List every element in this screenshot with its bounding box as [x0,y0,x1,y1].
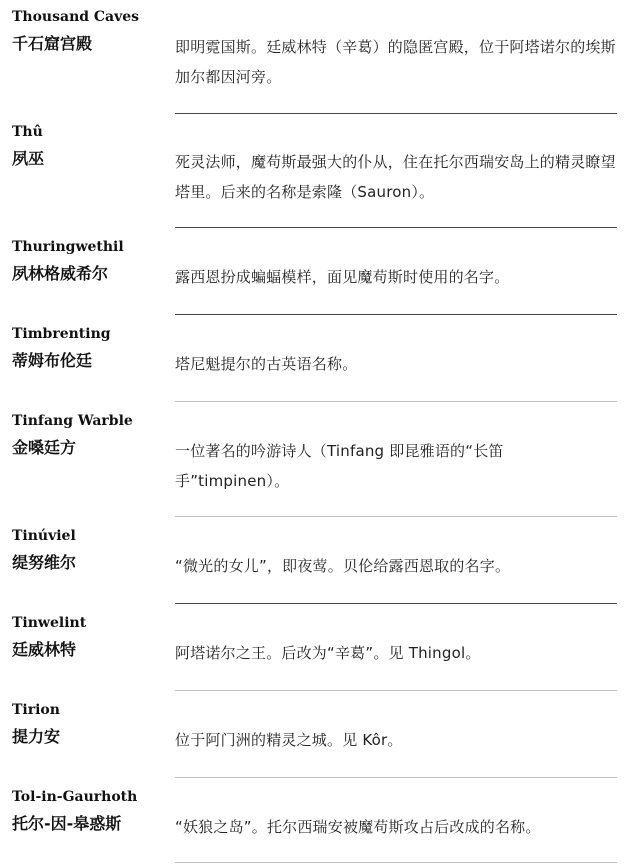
entry-term-chinese: 夙巫 [12,149,45,168]
entry-term-english: Thû [12,124,43,140]
entry-term-chinese: 夙林格威希尔 [12,264,109,283]
entry-term-english: Tinfang Warble [12,413,133,429]
entry-term-english: Thuringwethil [12,239,124,255]
entry-term-english: Timbrenting [12,326,111,342]
entry-divider [175,227,617,228]
entry-divider [175,314,617,315]
entry-description: 位于阿门洲的精灵之城。见 Kôr。 [175,731,403,749]
entry-term-chinese: 金嗓廷方 [12,438,77,457]
entry-divider [175,603,617,604]
entry-divider [175,401,617,402]
entry-description: 塔尼魁提尔的古英语名称。 [175,355,358,373]
entry-term-chinese: 蒂姆布伦廷 [12,351,93,370]
entry-term-chinese: 缇努维尔 [12,553,77,572]
entry-term-chinese: 托尔-因-皋惑斯 [12,814,122,833]
entry-term-english: Tol-in-Gaurhoth [12,789,138,805]
entry-term-chinese: 廷威林特 [12,640,77,659]
entry-term-english: Thousand Caves [12,9,140,25]
entry-term-chinese: 提力安 [12,727,61,746]
entry-term-english: Tinwelint [12,615,87,631]
entry-description: “妖狼之岛”。托尔西瑞安被魔苟斯攻占后改成的名称。 [175,818,541,836]
entry-term-english: Tirion [12,702,60,718]
entry-description: 死灵法师，魔苟斯最强大的仆从，住在托尔西瑞安岛上的精灵瞭望塔里。后来的名称是索隆（Sauron）。 [175,153,616,201]
entry-description: 露西恩扮成蝙蝠模样，面见魔苟斯时使用的名字。 [175,268,510,286]
entry-divider [175,777,617,778]
entry-term-chinese: 千石窟宫殿 [12,34,93,53]
entry-divider [175,516,617,517]
entry-description: 阿塔诺尔之王。后改为“辛葛”。见 Thingol。 [175,644,481,662]
entry-term-english: Tinúviel [12,528,76,544]
entry-description: “微光的女儿”，即夜莺。贝伦给露西恩取的名字。 [175,557,511,575]
entry-description: 一位著名的吟游诗人（Tinfang 即昆雅语的“长笛手”timpinen）。 [175,442,504,490]
entry-divider [175,862,617,863]
entry-description: 即明霓国斯。廷威林特（辛葛）的隐匿宫殿，位于阿塔诺尔的埃斯加尔都因河旁。 [175,38,616,86]
entry-divider [175,690,617,691]
entry-divider [175,113,617,114]
